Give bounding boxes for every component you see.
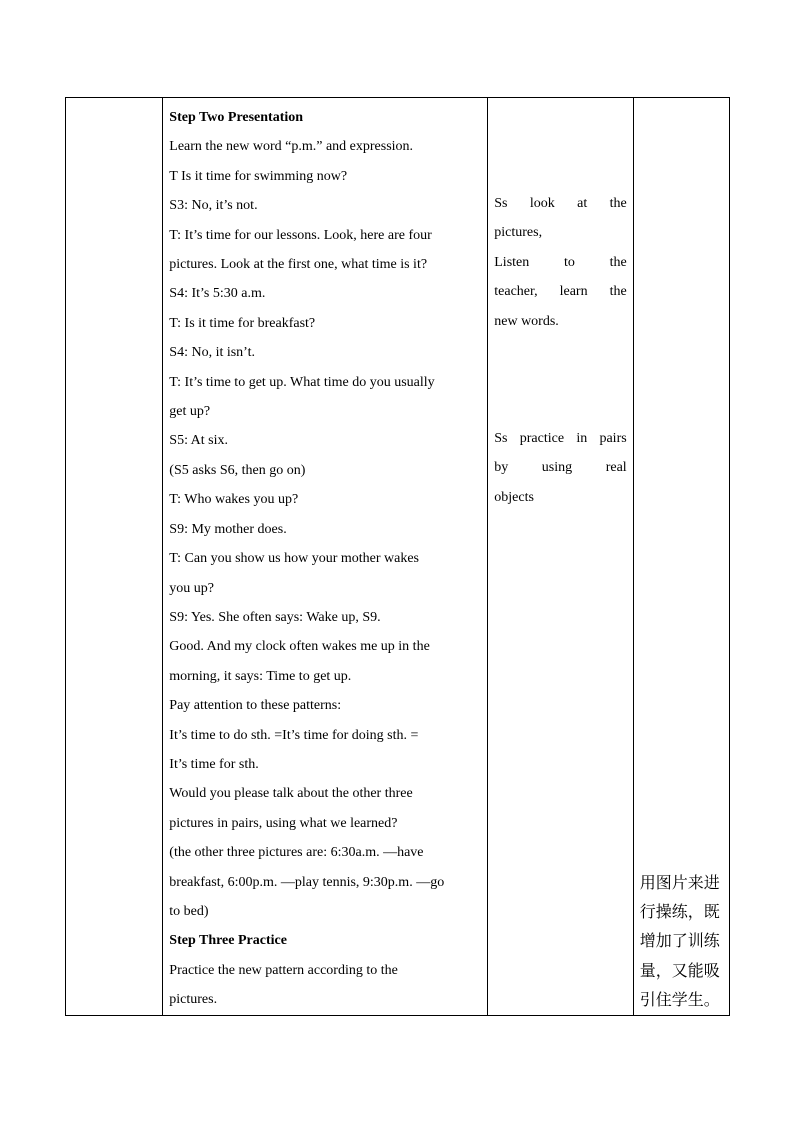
text-line: Good. And my clock often wakes me up in the (169, 639, 430, 655)
text-line: S9: Yes. She often says: Wake up, S9. (169, 609, 381, 625)
text-line: S4: No, it isn’t. (169, 345, 255, 361)
text-line: by using real (494, 460, 627, 476)
text-line: 增加了训练 (639, 931, 720, 951)
text-line: you up? (169, 580, 214, 596)
text-line: T: It’s time for our lessons. Look, here are four (169, 227, 432, 243)
text-line: (S5 asks S6, then go on) (169, 462, 306, 478)
text-line: pictures. (169, 992, 218, 1008)
text-line: 量，又能吸 (639, 960, 720, 980)
student-activity-text (488, 98, 632, 512)
table-row (66, 98, 730, 1016)
student-activity-block-2 (494, 424, 626, 512)
text-line: S3: No, it’s not. (169, 198, 258, 214)
text-line: S4: It’s 5:30 a.m. (169, 286, 266, 302)
text-line: Learn the new word “p.m.” and expression. (169, 139, 414, 155)
text-line: T Is it time for swimming now? (169, 168, 348, 184)
text-line: S9: My mother does. (169, 521, 287, 537)
text-line: get up? (169, 404, 211, 420)
text-line: new words. (494, 313, 559, 329)
text-line: Listen to the (494, 254, 627, 270)
text-line: pictures, (494, 225, 543, 241)
lesson-plan-table (65, 97, 730, 1016)
text-line: (the other three pictures are: 6:30a.m. —have (169, 845, 424, 861)
text-line: Ss look at the (494, 196, 627, 211)
text-line: 引住学生。 (639, 990, 720, 1010)
text-line: T: Who wakes you up? (169, 492, 299, 508)
spacer (494, 336, 626, 424)
student-activity-block-1 (494, 189, 626, 336)
text-line: Would you please talk about the other three (169, 786, 413, 802)
stage-column-cell (66, 98, 163, 1016)
text-line: 用图片来进 (639, 872, 720, 892)
text-line: breakfast, 6:00p.m. —play tennis, 9:30p.m. —go (169, 874, 445, 890)
teacher-activity-text (163, 98, 487, 1015)
text-line: T: Can you show us how your mother wakes (169, 551, 419, 567)
teacher-activity-cell (163, 98, 488, 1016)
text-line: morning, it says: Time to get up. (169, 668, 352, 684)
section-heading: Step Two Presentation (169, 110, 304, 125)
text-line: S5: At six. (169, 433, 229, 449)
text-line: Practice the new pattern according to the (169, 962, 398, 978)
text-line: T: It’s time to get up. What time do you usually (169, 374, 435, 390)
text-line: Ss practice in pairs (494, 431, 627, 447)
section-heading: Step Three Practice (169, 933, 287, 949)
text-line: T: Is it time for breakfast? (169, 315, 316, 331)
text-line: It’s time for sth. (169, 756, 259, 772)
design-intent-text (634, 868, 729, 1015)
text-line: teacher, learn the (494, 284, 627, 300)
text-line: to bed) (169, 903, 209, 919)
design-intent-cell (633, 98, 729, 1016)
text-line: Pay attention to these patterns: (169, 698, 342, 714)
text-line: It’s time to do sth. =It’s time for doing sth. = (169, 727, 419, 743)
text-line: 行操练，既 (639, 901, 720, 921)
student-activity-cell (488, 98, 633, 1016)
text-line: pictures in pairs, using what we learned? (169, 815, 398, 831)
text-line: pictures. Look at the first one, what time is it? (169, 257, 428, 273)
text-line: objects (494, 489, 534, 505)
